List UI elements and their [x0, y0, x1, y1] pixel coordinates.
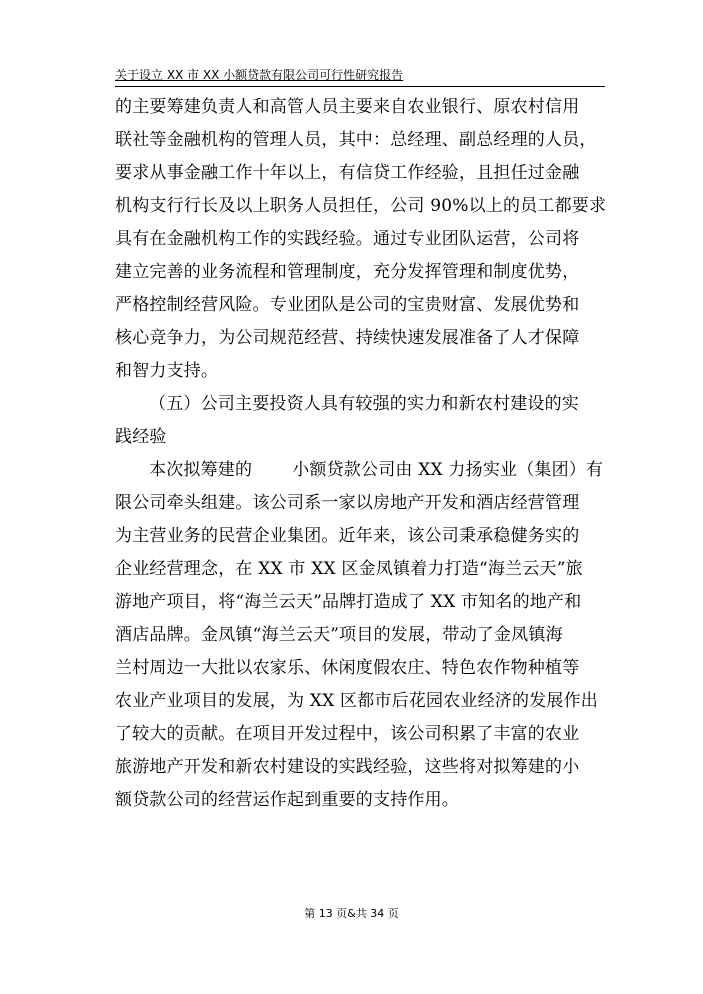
text-line: 联社等金融机构的管理人员，其中：总经理、副总经理的人员， [115, 130, 597, 150]
text-line: 旅游地产开发和新农村建设的实践经验，这些将对拟筹建的小 [115, 757, 580, 777]
text-line: 严格控制经营风险。专业团队是公司的宝贵财富、发展优势和 [115, 295, 580, 315]
section-heading-continued: 践经验 [115, 427, 167, 447]
text-line: 建立完善的业务流程和管理制度，充分发挥管理和制度优势， [115, 262, 580, 282]
text-line: 游地产项目，将“海兰云天”品牌打造成了 XX 市知名的地产和 [115, 592, 582, 612]
text-line: 企业经营理念，在 XX 市 XX 区金凤镇着力打造“海兰云天”旅 [115, 559, 583, 579]
paragraph-lead-rest: 小额贷款公司由 XX 力扬实业（集团）有 [292, 460, 604, 480]
text-line: 核心竞争力，为公司规范经营、持续快速发展准备了人才保障 [115, 328, 580, 348]
paragraph-lead: 本次拟筹建的 [149, 460, 253, 480]
document-title: 关于设立 XX 市 XX 小额贷款有限公司可行性研究报告 [115, 68, 404, 82]
text-line: 了较大的贡献。在项目开发过程中，该公司积累了丰富的农业 [115, 724, 580, 744]
section-heading: （五）公司主要投资人具有较强的实力和新农村建设的实 [149, 394, 579, 414]
text-line: 具有在金融机构工作的实践经验。通过专业团队运营，公司将 [115, 229, 580, 249]
text-line: 为主营业务的民营企业集团。近年来，该公司秉承稳健务实的 [115, 526, 580, 546]
text-line: 酒店品牌。金凤镇“海兰云天”项目的发展，带动了金凤镇海 [115, 625, 563, 645]
paragraph-first-line [115, 454, 610, 487]
text-line: 兰村周边一大批以农家乐、休闲度假农庄、特色农作物种植等 [115, 658, 580, 678]
document-body [115, 91, 610, 817]
text-line: 的主要筹建负责人和高管人员主要来自农业银行、原农村信用 [115, 97, 580, 117]
text-line: 和智力支持。 [115, 361, 219, 381]
text-line: 农业产业项目的发展，为 XX 区都市后花园农业经济的发展作出 [115, 691, 599, 711]
text-line: 额贷款公司的经营运作起到重要的支持作用。 [115, 790, 459, 810]
text-line: 机构支行行长及以上职务人员担任，公司 90%以上的员工都要求 [115, 196, 607, 216]
page-header [115, 66, 605, 87]
text-line: 要求从事金融工作十年以上，有信贷工作经验，且担任过金融 [115, 163, 580, 183]
page-number: 第 13 页&共 34 页 [304, 907, 399, 920]
text-line: 限公司牵头组建。该公司系一家以房地产开发和酒店经营管理 [115, 493, 580, 513]
